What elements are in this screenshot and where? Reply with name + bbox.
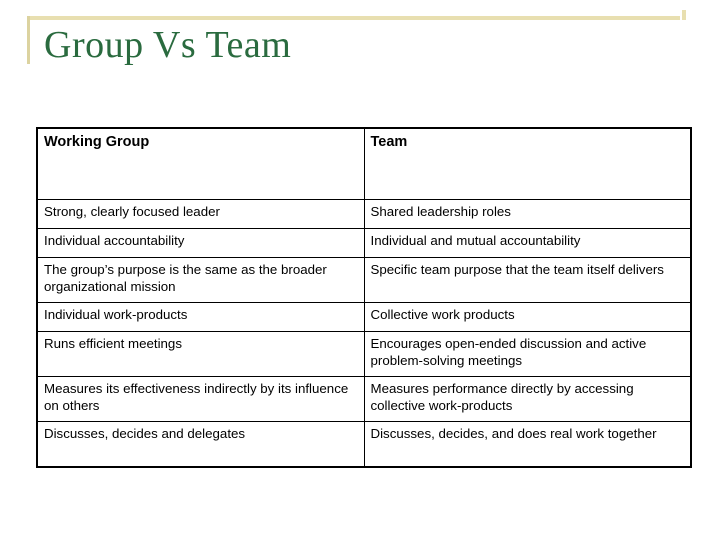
table-row (37, 229, 691, 258)
table-cell: Encourages open-ended discussion and active problem-solving meetings (364, 332, 691, 377)
header-working-group: Working Group (37, 128, 364, 200)
table-row (37, 258, 691, 303)
header-team: Team (364, 128, 691, 200)
table-cell: Individual and mutual accountability (364, 229, 691, 258)
table-cell: Discusses, decides and delegates (37, 422, 364, 468)
table-row (37, 377, 691, 422)
table-cell: Runs efficient meetings (37, 332, 364, 377)
table-cell: Measures its effectiveness indirectly by its influence on others (37, 377, 364, 422)
table-cell: Collective work products (364, 303, 691, 332)
table-cell: Shared leadership roles (364, 200, 691, 229)
table-cell: Discusses, decides, and does real work together (364, 422, 691, 468)
table-cell: Measures performance directly by accessing collective work-products (364, 377, 691, 422)
table-row (37, 303, 691, 332)
table-row (37, 332, 691, 377)
table-row (37, 200, 691, 229)
title-side-rule (27, 16, 30, 64)
slide-title: Group Vs Team (44, 24, 292, 66)
table-cell: The group’s purpose is the same as the broader organizational mission (37, 258, 364, 303)
table-cell: Specific team purpose that the team itself delivers (364, 258, 691, 303)
table-row (37, 422, 691, 468)
table-cell: Individual work-products (37, 303, 364, 332)
table-cell: Individual accountability (37, 229, 364, 258)
table-header-row (37, 128, 691, 200)
table-cell: Strong, clearly focused leader (37, 200, 364, 229)
top-decoration-tick (682, 10, 686, 20)
comparison-table (36, 127, 692, 468)
top-decoration-bar (30, 16, 680, 20)
